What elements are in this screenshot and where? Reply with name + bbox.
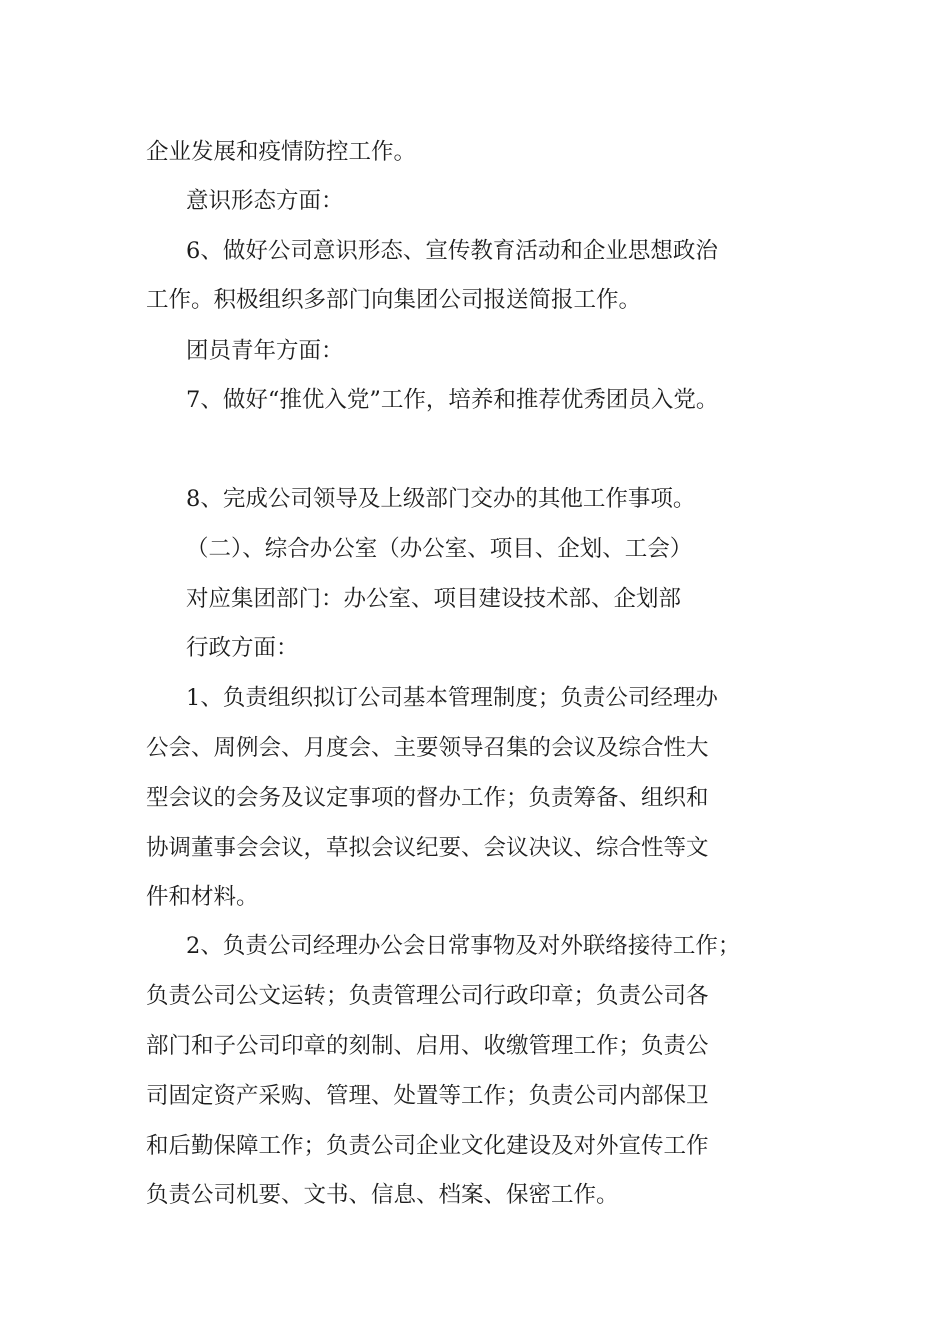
text-line: 型会议的会务及议定事项的督办工作；负责筹备、组织和 [146, 785, 709, 811]
list-item: 2、负责公司经理办公会日常事物及对外联络接待工作； [186, 933, 741, 959]
section-heading: （二）、综合办公室（办公室、项目、企划、工会） [186, 536, 693, 562]
text-line: 协调董事会会议，草拟会议纪要、会议决议、综合性等文 [146, 835, 709, 861]
text-line: 工作。积极组织多部门向集团公司报送简报工作。 [146, 287, 642, 313]
list-item: 7、做好“推优入党”工作，培养和推荐优秀团员入党。 [186, 387, 719, 413]
text-line: 部门和子公司印章的刻制、启用、收缴管理工作；负责公 [146, 1033, 709, 1059]
text-line: 负责公司公文运转；负责管理公司行政印章；负责公司各 [146, 983, 709, 1009]
list-item: 1、负责组织拟订公司基本管理制度；负责公司经理办 [186, 685, 718, 711]
text-line: 和后勤保障工作；负责公司企业文化建设及对外宣传工作 [146, 1133, 709, 1159]
section-heading: 行政方面： [186, 635, 299, 661]
section-heading: 意识形态方面： [186, 188, 344, 214]
text-line: 公会、周例会、月度会、主要领导召集的会议及综合性大 [146, 735, 709, 761]
list-item: 8、完成公司领导及上级部门交办的其他工作事项。 [186, 486, 696, 512]
text-line: 负责公司机要、文书、信息、档案、保密工作。 [146, 1182, 619, 1208]
text-line: 对应集团部门：办公室、项目建设技术部、企划部 [186, 586, 682, 612]
list-item: 6、做好公司意识形态、宣传教育活动和企业思想政治 [186, 238, 718, 264]
text-line: 司固定资产采购、管理、处置等工作；负责公司内部保卫 [146, 1083, 709, 1109]
text-line: 企业发展和疫情防控工作。 [146, 139, 417, 165]
text-line: 件和材料。 [146, 884, 259, 910]
section-heading: 团员青年方面： [186, 338, 344, 364]
